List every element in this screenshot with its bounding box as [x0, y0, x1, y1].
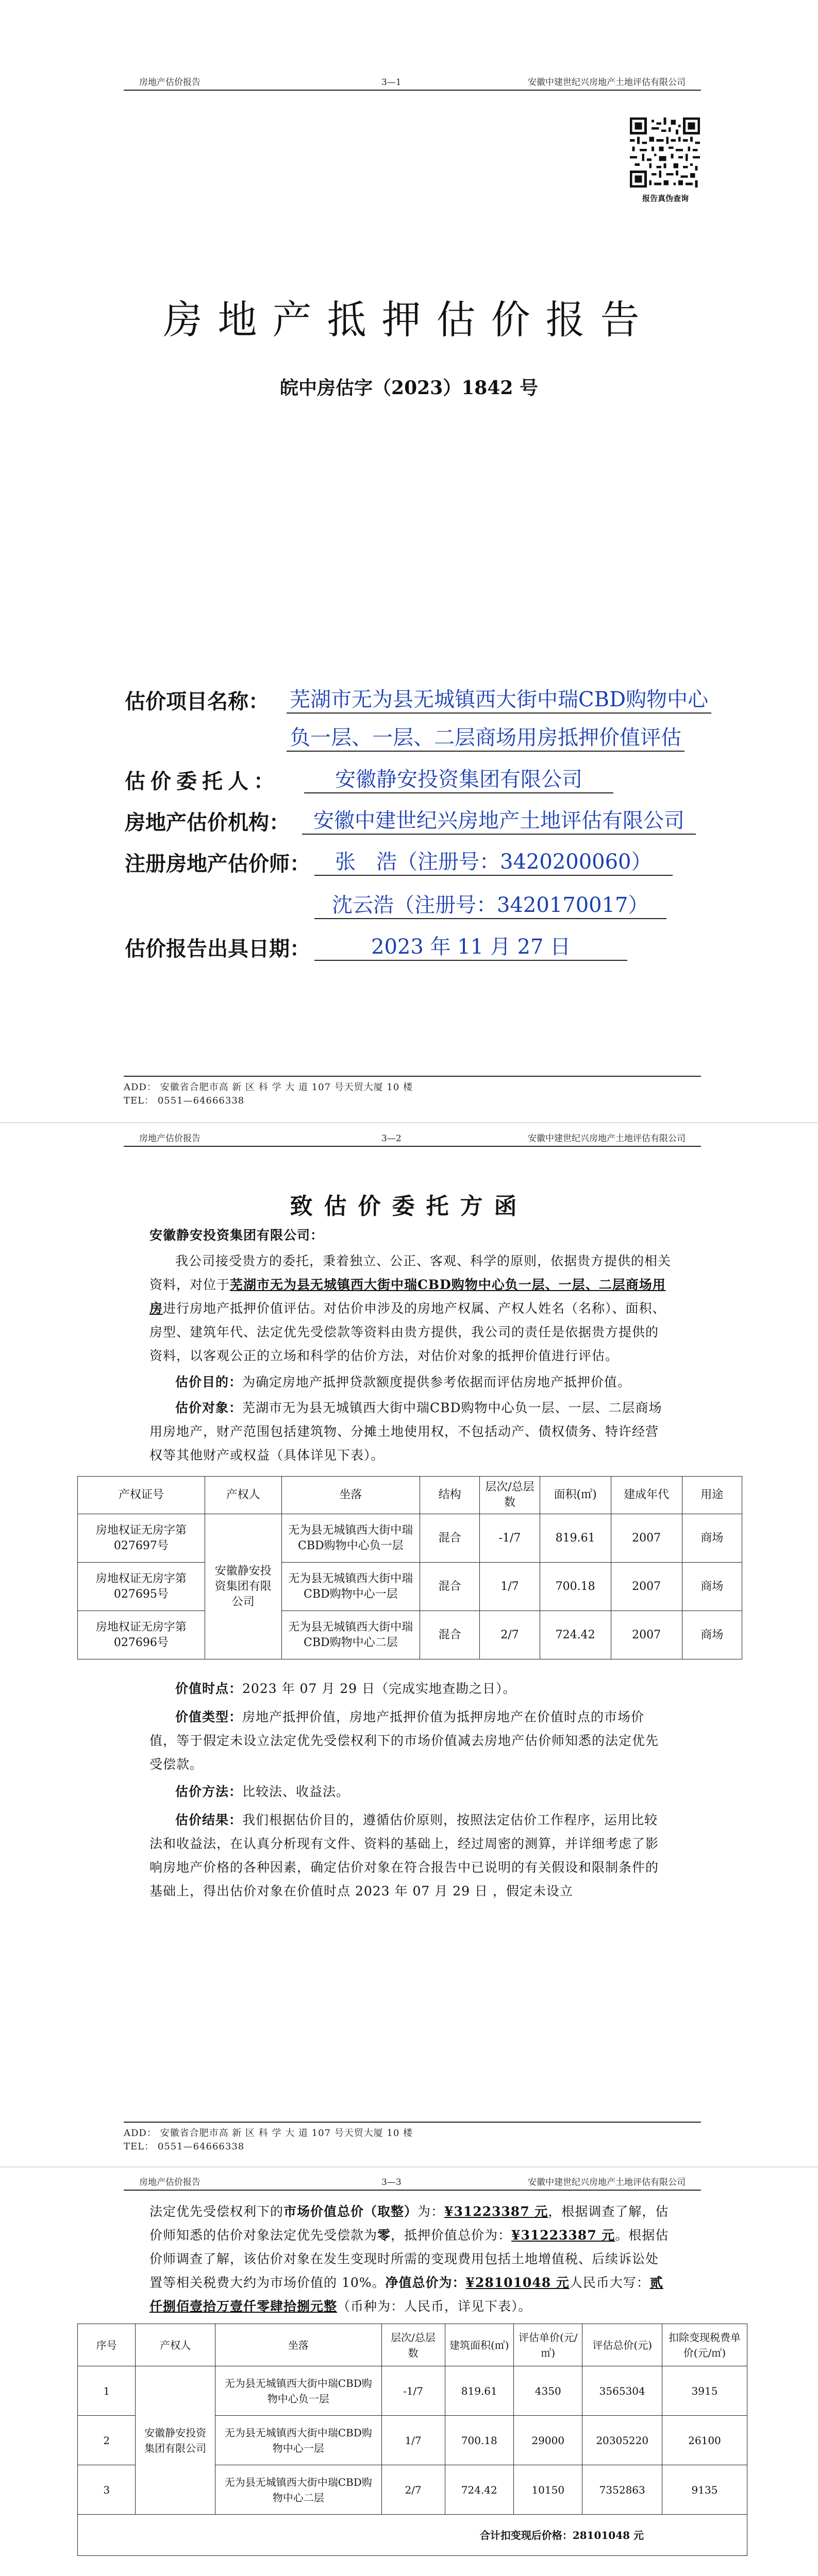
cell-net-price: 26100: [662, 2416, 747, 2465]
cell-net-price: 3915: [662, 2366, 747, 2416]
letter-result: [149, 1808, 671, 1903]
valuation-table: [77, 2324, 747, 2556]
page-header: [124, 2172, 701, 2191]
client-value: 安徽静安投资集团有限公司: [304, 763, 613, 793]
agency-label: 房地产估价机构：: [125, 810, 290, 835]
report-date-label: 估价报告出具日期：: [125, 937, 310, 961]
p3-d: ，根据调查了解，估价师知悉的估价对象法定优先受偿款为: [149, 2204, 669, 2243]
letter-method: [149, 1780, 671, 1804]
p3-f: ，抵押价值总价为：: [391, 2228, 512, 2243]
client-label: 估价委托人：: [125, 769, 279, 793]
cell-unit-price: 4350: [514, 2366, 582, 2416]
cell-owner: 安徽静安投资集团有限公司: [136, 2366, 215, 2515]
cell-floor: 1/7: [381, 2416, 445, 2465]
cell-unit-price: 10150: [514, 2465, 582, 2515]
cell-total: 3565304: [582, 2366, 662, 2416]
page-separator: [0, 2166, 818, 2167]
p3-mortgage-value: ¥31223387 元: [511, 2228, 615, 2243]
table-row: [78, 1563, 742, 1611]
cell-cert: 房地权证无房字第027695号: [78, 1563, 205, 1611]
footer-tel: TEL： 0551—64666338: [124, 2141, 245, 2152]
cell-floor: -1/7: [480, 1514, 540, 1563]
cell-location: 无为县无城镇西大街中瑞CBD购物中心二层: [281, 1611, 420, 1659]
value-type-text: 房地产抵押价值，房地产抵押价值为抵押房地产在价值时点的市场价值，等于假定未设立法定优先受偿权利下的市场价值减去房地产估价师知悉的法定优先受偿款。: [149, 1709, 659, 1772]
col-header: 序号: [78, 2324, 136, 2366]
header-page-number: 3—2: [381, 1133, 402, 1144]
cell-year: 2007: [611, 1611, 682, 1659]
cell-total: 7352863: [582, 2465, 662, 2515]
p1-rest: 进行房地产抵押价值评估。对估价申涉及的房地产权属、产权人姓名（名称）、面积、房型、建筑年代、法定优先受偿款等资料由贵方提供，我公司的责任是依据贵方提供的资料，以客观公正的立场和科学的估价方法，对估价对象的抵押价值进行评估。: [149, 1301, 666, 1363]
cell-location: 无为县无城镇西大街中瑞CBD购物中心一层: [281, 1563, 420, 1611]
p1-bold: 芜湖市无为县无城镇西大街中瑞CBD购物中心负一层、一层、二层商场用房: [149, 1277, 666, 1316]
p3-h: 。根据估价师调查了解，该估价对象在发生变现时所需的变现费用包括土地增值税、后续诉讼处置等相关税费大约为市场价值的 10%。: [149, 2228, 669, 2290]
report-title: 房地产抵押估价报告: [163, 297, 655, 343]
col-header: 产权人: [205, 1477, 281, 1514]
col-header: 结构: [420, 1477, 480, 1514]
project-name-label: 估价项目名称：: [125, 689, 269, 714]
cell-location: 无为县无城镇西大街中瑞CBD购物中心负一层: [281, 1514, 420, 1563]
cell-year: 2007: [611, 1563, 682, 1611]
page-footer: [124, 2122, 701, 2154]
cell-location: 无为县无城镇西大街中瑞CBD购物中心一层: [215, 2416, 381, 2465]
project-name-line1: 芜湖市无为县无城镇西大街中瑞CBD购物中心: [287, 683, 711, 714]
header-right: 安徽中建世纪兴房地产土地评估有限公司: [528, 2177, 686, 2188]
object-label: 估价对象：: [175, 1400, 243, 1415]
table-row: [78, 1611, 742, 1659]
purpose-label: 估价目的：: [175, 1375, 243, 1389]
p3-m: （币种为：人民币，详见下表）。: [337, 2299, 532, 2314]
header-left: 房地产估价报告: [139, 77, 201, 88]
header-left: 房地产估价报告: [139, 1133, 201, 1144]
project-name-line2: 负一层、一层、二层商场用房抵押价值评估: [287, 721, 685, 752]
col-header: 产权证号: [78, 1477, 205, 1514]
cell-no: 3: [78, 2465, 136, 2515]
p3-amount-words: 贰仟捌佰壹拾万壹仟零肆拾捌元整: [149, 2275, 663, 2314]
cell-total: 20305220: [582, 2416, 662, 2465]
col-header: 坐落: [215, 2324, 381, 2366]
cell-year: 2007: [611, 1514, 682, 1563]
col-header: 评估单价(元/㎡): [514, 2324, 582, 2366]
value-type-label: 价值类型：: [175, 1709, 243, 1724]
table-row: [78, 2366, 747, 2416]
cell-owner: 安徽静安投资集团有限公司: [205, 1514, 281, 1659]
footer-tel: TEL： 0551—64666338: [124, 1095, 245, 1106]
report-number: 皖中房估字（2023）1842 号: [280, 377, 538, 399]
page-footer: [124, 1076, 701, 1108]
page-header: [124, 72, 701, 91]
cell-cert: 房地权证无房字第027697号: [78, 1514, 205, 1563]
page-header: [124, 1128, 701, 1147]
p3-c: 为：: [418, 2204, 445, 2219]
col-header: 坐落: [281, 1477, 420, 1514]
cell-use: 商场: [682, 1563, 742, 1611]
footer-address: ADD： 安徽省合肥市高 新 区 科 学 大 道 107 号天贸大厦 10 楼: [124, 1082, 413, 1093]
letter-title: 致估价委托方函: [290, 1193, 528, 1219]
cell-floor: -1/7: [381, 2366, 445, 2416]
cell-floor: 2/7: [381, 2465, 445, 2515]
cell-area: 724.42: [445, 2465, 513, 2515]
col-header: 层次/总层数: [480, 1477, 540, 1514]
letter-value-type: [149, 1705, 671, 1776]
value-date-label: 价值时点：: [175, 1681, 243, 1696]
header-left: 房地产估价报告: [139, 2177, 201, 2188]
result-text: 我们根据估价目的，遵循估价原则，按照法定估价工作程序，运用比较法和收益法，在认真分析现有文件、资料的基础上，经过周密的测算，并详细考虑了影响房地产价格的各种因素，确定估价对象在符合报告中已说明的有关假设和限制条件的基础上，得出估价对象在价值时点 2023 年 07 月 29 日 ，假定未设立: [149, 1812, 659, 1899]
agency-value: 安徽中建世纪兴房地产土地评估有限公司: [302, 804, 696, 835]
cell-floor: 2/7: [480, 1611, 540, 1659]
cell-cert: 房地权证无房字第027696号: [78, 1611, 205, 1659]
cell-floor: 1/7: [480, 1563, 540, 1611]
result-label: 估价结果：: [175, 1812, 243, 1827]
cell-unit-price: 29000: [514, 2416, 582, 2465]
p3-net-value: ¥28101048 元: [465, 2275, 570, 2290]
table-header-row: [78, 1477, 742, 1514]
col-header: 用途: [682, 1477, 742, 1514]
cell-area: 700.18: [540, 1563, 611, 1611]
letter-result-continued: [149, 2200, 671, 2318]
cell-location: 无为县无城镇西大街中瑞CBD购物中心二层: [215, 2465, 381, 2515]
report-date-value: 2023 年 11 月 27 日: [314, 930, 627, 961]
object-text: 芜湖市无为县无城镇西大街中瑞CBD购物中心负一层、一层、二层商场用房地产，财产范围包括建筑物、分摊土地使用权，不包括动产、债权债务、特许经营权等其他财产或权益（具体详见下表）。: [149, 1400, 662, 1463]
qr-code[interactable]: [630, 117, 700, 188]
cell-structure: 混合: [420, 1514, 480, 1563]
appraiser-label: 注册房地产估价师：: [125, 852, 310, 876]
letter-value-date: [149, 1677, 671, 1701]
cell-area: 724.42: [540, 1611, 611, 1659]
letter-object: [149, 1396, 671, 1467]
footer-address: ADD： 安徽省合肥市高 新 区 科 学 大 道 107 号天贸大厦 10 楼: [124, 2128, 413, 2139]
page-separator: [0, 1122, 818, 1123]
p1-text: 我公司接受贵方的委托，秉着独立、公正、客观、科学的原则，依据贵方提供的相关资料，对位于: [149, 1253, 672, 1292]
p3-priority-amount: 零: [377, 2228, 391, 2243]
method-text: 比较法、收益法。: [242, 1784, 350, 1799]
header-page-number: 3—1: [381, 77, 402, 88]
page-cover: [0, 0, 818, 1121]
p3-market-value-label: 市场价值总价（取整）: [283, 2204, 418, 2219]
cell-structure: 混合: [420, 1611, 480, 1659]
table-row: [78, 1514, 742, 1563]
cell-net-price: 9135: [662, 2465, 747, 2515]
table-header-row: [78, 2324, 747, 2366]
appraiser-1: 张 浩（注册号：3420200060）: [314, 845, 673, 876]
col-header: 扣除变现税费单价(元/㎡): [662, 2324, 747, 2366]
p3-k: 人民币大写：: [569, 2275, 650, 2290]
col-header: 层次/总层数: [381, 2324, 445, 2366]
appraiser-2: 沈云浩（注册号：3420170017）: [314, 889, 666, 919]
letter-salutation: 安徽静安投资集团有限公司：: [149, 1228, 324, 1243]
letter-paragraph-1: [149, 1249, 671, 1368]
p3-market-value: ¥31223387 元: [444, 2204, 548, 2219]
cell-no: 1: [78, 2366, 136, 2416]
p3-a: 法定优先受偿权利下的: [149, 2204, 284, 2219]
property-table: [77, 1476, 742, 1659]
header-right: 安徽中建世纪兴房地产土地评估有限公司: [528, 1133, 686, 1144]
cell-use: 商场: [682, 1514, 742, 1563]
header-page-number: 3—3: [381, 2177, 402, 2188]
cell-use: 商场: [682, 1611, 742, 1659]
cell-area: 819.61: [540, 1514, 611, 1563]
cell-no: 2: [78, 2416, 136, 2465]
cell-structure: 混合: [420, 1563, 480, 1611]
qr-caption: 报告真伪查询: [642, 194, 689, 203]
cell-location: 无为县无城镇西大街中瑞CBD购物中心负一层: [215, 2366, 381, 2416]
header-right: 安徽中建世纪兴房地产土地评估有限公司: [528, 77, 686, 88]
col-header: 产权人: [136, 2324, 215, 2366]
cell-area: 700.18: [445, 2416, 513, 2465]
table-total-row: [78, 2515, 747, 2556]
cell-area: 819.61: [445, 2366, 513, 2416]
cell-grand-total: 合计扣变现后价格：28101048 元: [78, 2515, 747, 2556]
method-label: 估价方法：: [175, 1784, 243, 1799]
value-date-text: 2023 年 07 月 29 日（完成实地查勘之日）。: [242, 1681, 516, 1696]
purpose-text: 为确定房地产抵押贷款额度提供参考依据而评估房地产抵押价值。: [242, 1375, 631, 1389]
p3-net-label: 净值总价为：: [385, 2275, 466, 2290]
col-header: 建成年代: [611, 1477, 682, 1514]
col-header: 建筑面积(㎡): [445, 2324, 513, 2366]
col-header: 评估总价(元): [582, 2324, 662, 2366]
col-header: 面积(㎡): [540, 1477, 611, 1514]
letter-purpose: [149, 1370, 671, 1394]
